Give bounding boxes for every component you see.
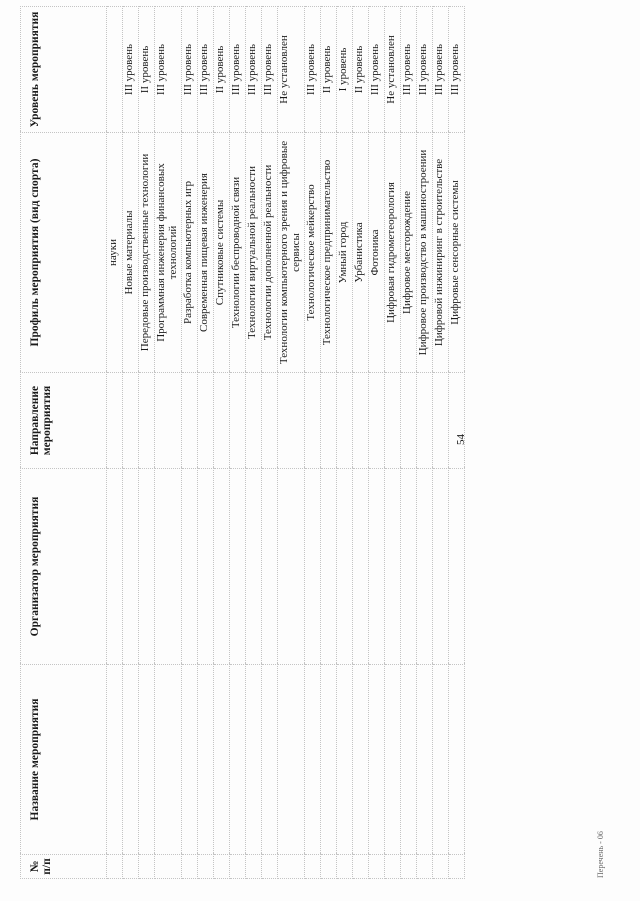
header-direction: Направление мероприятия: [21, 373, 107, 469]
cell-direction: [336, 373, 352, 469]
cell-profile: Технологии компьютерного зрения и цифровые сервисы: [277, 133, 304, 373]
cell-profile: Урбанистика: [352, 133, 368, 373]
cell-level: III уровень: [123, 7, 139, 133]
cell-organizer: [245, 469, 261, 665]
cell-num: [123, 855, 139, 879]
cell-direction: [213, 373, 229, 469]
header-organizer: Организатор мероприятия: [21, 469, 107, 665]
table-row: [213, 7, 229, 879]
cell-level: III уровень: [416, 7, 432, 133]
cell-name: [155, 665, 182, 855]
cell-organizer: [352, 469, 368, 665]
cell-direction: [107, 373, 123, 469]
page-number: 54: [455, 434, 467, 445]
cell-name: [320, 665, 336, 855]
cell-direction: [352, 373, 368, 469]
cell-organizer: [432, 469, 448, 665]
cell-num: [181, 855, 197, 879]
table-row: [368, 7, 384, 879]
cell-num: [139, 855, 155, 879]
cell-direction: [245, 373, 261, 469]
cell-num: [245, 855, 261, 879]
cell-level: [107, 7, 123, 133]
cell-name: [368, 665, 384, 855]
table-row: [448, 7, 464, 879]
cell-name: [277, 665, 304, 855]
cell-level: II уровень: [213, 7, 229, 133]
cell-organizer: [197, 469, 213, 665]
table-row: [155, 7, 182, 879]
cell-level: III уровень: [181, 7, 197, 133]
cell-name: [384, 665, 400, 855]
cell-profile: Спутниковые системы: [213, 133, 229, 373]
header-num: № п/п: [21, 855, 107, 879]
cell-level: III уровень: [261, 7, 277, 133]
cell-organizer: [123, 469, 139, 665]
cell-num: [229, 855, 245, 879]
footer-note: Перечень - 06: [596, 831, 605, 878]
cell-num: [384, 855, 400, 879]
cell-profile: Цифровое месторождение: [400, 133, 416, 373]
cell-level: II уровень: [320, 7, 336, 133]
cell-level: III уровень: [432, 7, 448, 133]
cell-name: [181, 665, 197, 855]
cell-profile: Цифровое производство в машиностроении: [416, 133, 432, 373]
cell-organizer: [107, 469, 123, 665]
cell-name: [261, 665, 277, 855]
cell-direction: [181, 373, 197, 469]
cell-direction: [261, 373, 277, 469]
cell-organizer: [384, 469, 400, 665]
cell-direction: [277, 373, 304, 469]
cell-level: III уровень: [448, 7, 464, 133]
cell-direction: [432, 373, 448, 469]
cell-profile: Технологическое предпринимательство: [320, 133, 336, 373]
cell-name: [107, 665, 123, 855]
cell-num: [432, 855, 448, 879]
table-row: [384, 7, 400, 879]
table-row: [400, 7, 416, 879]
header-name: Название мероприятия: [21, 665, 107, 855]
cell-profile: Технологии дополненной реальности: [261, 133, 277, 373]
cell-direction: [304, 373, 320, 469]
cell-num: [368, 855, 384, 879]
cell-name: [448, 665, 464, 855]
cell-level: III уровень: [304, 7, 320, 133]
cell-profile: Цифровые сенсорные системы: [448, 133, 464, 373]
cell-direction: [400, 373, 416, 469]
cell-level: II уровень: [352, 7, 368, 133]
cell-organizer: [416, 469, 432, 665]
cell-level: II уровень: [139, 7, 155, 133]
cell-direction: [448, 373, 464, 469]
cell-organizer: [155, 469, 182, 665]
cell-num: [400, 855, 416, 879]
cell-num: [304, 855, 320, 879]
cell-name: [304, 665, 320, 855]
events-table: [20, 6, 465, 879]
cell-name: [432, 665, 448, 855]
table-row: [352, 7, 368, 879]
cell-num: [213, 855, 229, 879]
cell-num: [416, 855, 432, 879]
cell-profile: Разработка компьютерных игр: [181, 133, 197, 373]
table-row: [123, 7, 139, 879]
cell-direction: [155, 373, 182, 469]
cell-name: [416, 665, 432, 855]
cell-level: III уровень: [400, 7, 416, 133]
cell-name: [123, 665, 139, 855]
cell-level: III уровень: [368, 7, 384, 133]
cell-direction: [197, 373, 213, 469]
cell-profile: Технологии виртуальной реальности: [245, 133, 261, 373]
header-profile: Профиль мероприятия (вид спорта): [21, 133, 107, 373]
cell-num: [448, 855, 464, 879]
cell-organizer: [229, 469, 245, 665]
cell-direction: [368, 373, 384, 469]
cell-num: [107, 855, 123, 879]
cell-name: [352, 665, 368, 855]
cell-profile: Технологическое мейкерство: [304, 133, 320, 373]
cell-level: III уровень: [229, 7, 245, 133]
cell-name: [245, 665, 261, 855]
cell-num: [336, 855, 352, 879]
cell-level: Не установлен: [384, 7, 400, 133]
cell-organizer: [304, 469, 320, 665]
table-row: [181, 7, 197, 879]
cell-name: [139, 665, 155, 855]
cell-direction: [123, 373, 139, 469]
cell-direction: [320, 373, 336, 469]
cell-profile: Фотоника: [368, 133, 384, 373]
table-row: [304, 7, 320, 879]
cell-profile: науки: [107, 133, 123, 373]
cell-num: [352, 855, 368, 879]
cell-profile: Цифровой инжиниринг в строительстве: [432, 133, 448, 373]
cell-name: [400, 665, 416, 855]
cell-organizer: [320, 469, 336, 665]
cell-organizer: [400, 469, 416, 665]
table-row: [107, 7, 123, 879]
header-level: Уровень мероприятия: [21, 7, 107, 133]
table-header-row: [21, 7, 107, 879]
cell-organizer: [277, 469, 304, 665]
cell-num: [277, 855, 304, 879]
table-row: [277, 7, 304, 879]
cell-organizer: [139, 469, 155, 665]
cell-num: [197, 855, 213, 879]
cell-level: III уровень: [197, 7, 213, 133]
table-row: [432, 7, 448, 879]
table-row: [139, 7, 155, 879]
table-row: [261, 7, 277, 879]
cell-level: III уровень: [155, 7, 182, 133]
cell-direction: [416, 373, 432, 469]
cell-name: [336, 665, 352, 855]
cell-name: [197, 665, 213, 855]
cell-profile: Современная пищевая инженерия: [197, 133, 213, 373]
cell-num: [155, 855, 182, 879]
cell-organizer: [261, 469, 277, 665]
cell-direction: [139, 373, 155, 469]
cell-level: I уровень: [336, 7, 352, 133]
cell-organizer: [448, 469, 464, 665]
table-body: [107, 7, 465, 879]
table-row: [197, 7, 213, 879]
cell-profile: Новые материалы: [123, 133, 139, 373]
cell-organizer: [213, 469, 229, 665]
cell-organizer: [368, 469, 384, 665]
cell-name: [213, 665, 229, 855]
cell-profile: Передовые производственные технологии: [139, 133, 155, 373]
table-row: [416, 7, 432, 879]
table-row: [229, 7, 245, 879]
cell-num: [261, 855, 277, 879]
cell-level: Не установлен: [277, 7, 304, 133]
cell-direction: [229, 373, 245, 469]
cell-num: [320, 855, 336, 879]
cell-name: [229, 665, 245, 855]
cell-organizer: [336, 469, 352, 665]
cell-profile: Цифровая гидрометеорология: [384, 133, 400, 373]
cell-profile: Программная инженерия финансовых технологий: [155, 133, 182, 373]
table-row: [336, 7, 352, 879]
cell-profile: Технологии беспроводной связи: [229, 133, 245, 373]
cell-direction: [384, 373, 400, 469]
table-row: [320, 7, 336, 879]
cell-level: III уровень: [245, 7, 261, 133]
table-row: [245, 7, 261, 879]
cell-organizer: [181, 469, 197, 665]
cell-profile: Умный город: [336, 133, 352, 373]
